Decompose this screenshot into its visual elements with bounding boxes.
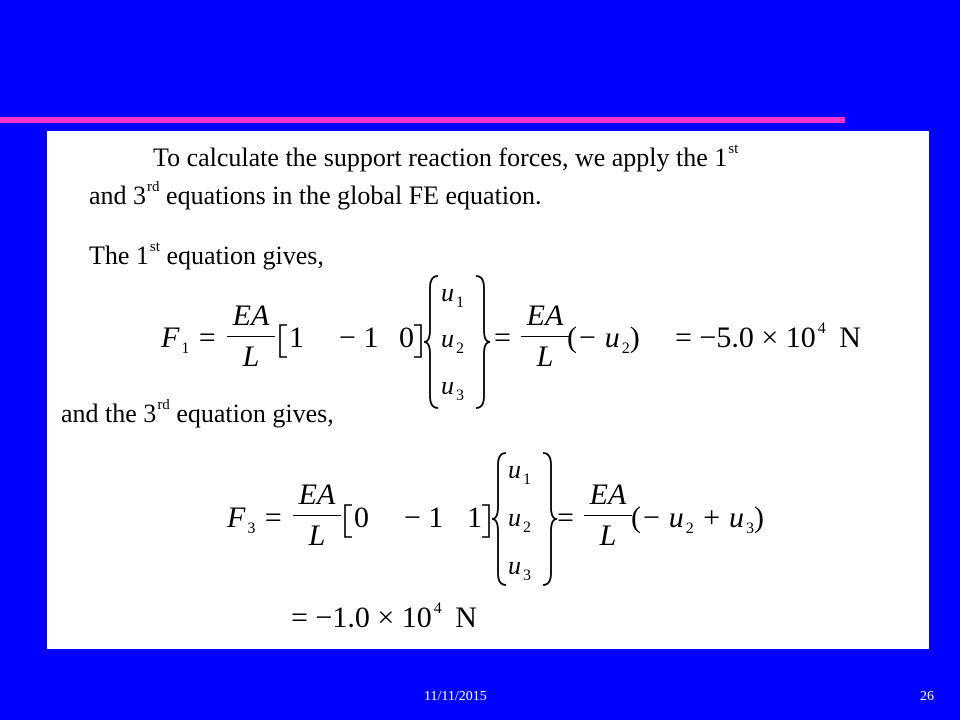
first-row-item-2: − 1 xyxy=(339,321,379,354)
footer-page-number: 26 xyxy=(920,689,934,704)
first-col-item-3: u $_3$ xyxy=(441,371,464,404)
first-col-right-brace xyxy=(472,274,492,410)
third-row-left-bracket xyxy=(342,503,354,539)
third-col-item-3: u $_3$ xyxy=(508,551,531,584)
third-row-item-1: 0 xyxy=(354,501,369,534)
first-col-item-2: u $_2$ xyxy=(441,324,464,357)
third-col-item-2: u $_2$ xyxy=(508,503,531,536)
first-fraction: EA L xyxy=(227,299,275,374)
third-result: = −1.0 × 10 $^4$ N xyxy=(291,600,477,634)
third-fraction-2: EA L xyxy=(584,478,632,553)
first-lhs: F $_1$ = xyxy=(161,321,218,357)
first-equals: = xyxy=(494,321,511,354)
first-fraction-2: EA L xyxy=(521,299,569,374)
accent-bar xyxy=(0,117,845,123)
first-row-item-1: 1 xyxy=(289,321,304,354)
first-paren-expression: (− u $_2$) xyxy=(567,321,640,357)
first-equation-label: The 1st equation gives, xyxy=(89,239,324,270)
footer-date: 11/11/2015 xyxy=(424,689,487,704)
first-row-item-3: 0 xyxy=(399,321,414,354)
third-equals: = xyxy=(557,501,574,534)
intro-line-2: and 3rd equations in the global FE equation. xyxy=(89,179,542,210)
third-col-item-1: u $_1$ xyxy=(508,455,531,488)
first-col-left-brace xyxy=(422,274,442,410)
first-row-left-bracket xyxy=(277,323,289,359)
third-fraction: EA L xyxy=(293,478,341,553)
third-col-left-brace xyxy=(490,451,510,587)
content-box xyxy=(47,131,929,649)
intro-line-1: To calculate the support reaction forces, we apply the 1st xyxy=(153,141,739,172)
first-col-item-1: u $_1$ xyxy=(441,278,464,311)
third-col-right-brace xyxy=(539,451,559,587)
first-result: = −5.0 × 10 $^4$ N xyxy=(675,320,861,354)
third-row-item-2: − 1 xyxy=(404,501,444,534)
third-row-item-3: 1 xyxy=(467,501,482,534)
third-lhs: F $_3$ = xyxy=(227,501,284,537)
third-equation-label: and the 3rd equation gives, xyxy=(61,397,334,428)
third-paren-expression: (− u $_2$ + u $_3$) xyxy=(631,501,764,537)
